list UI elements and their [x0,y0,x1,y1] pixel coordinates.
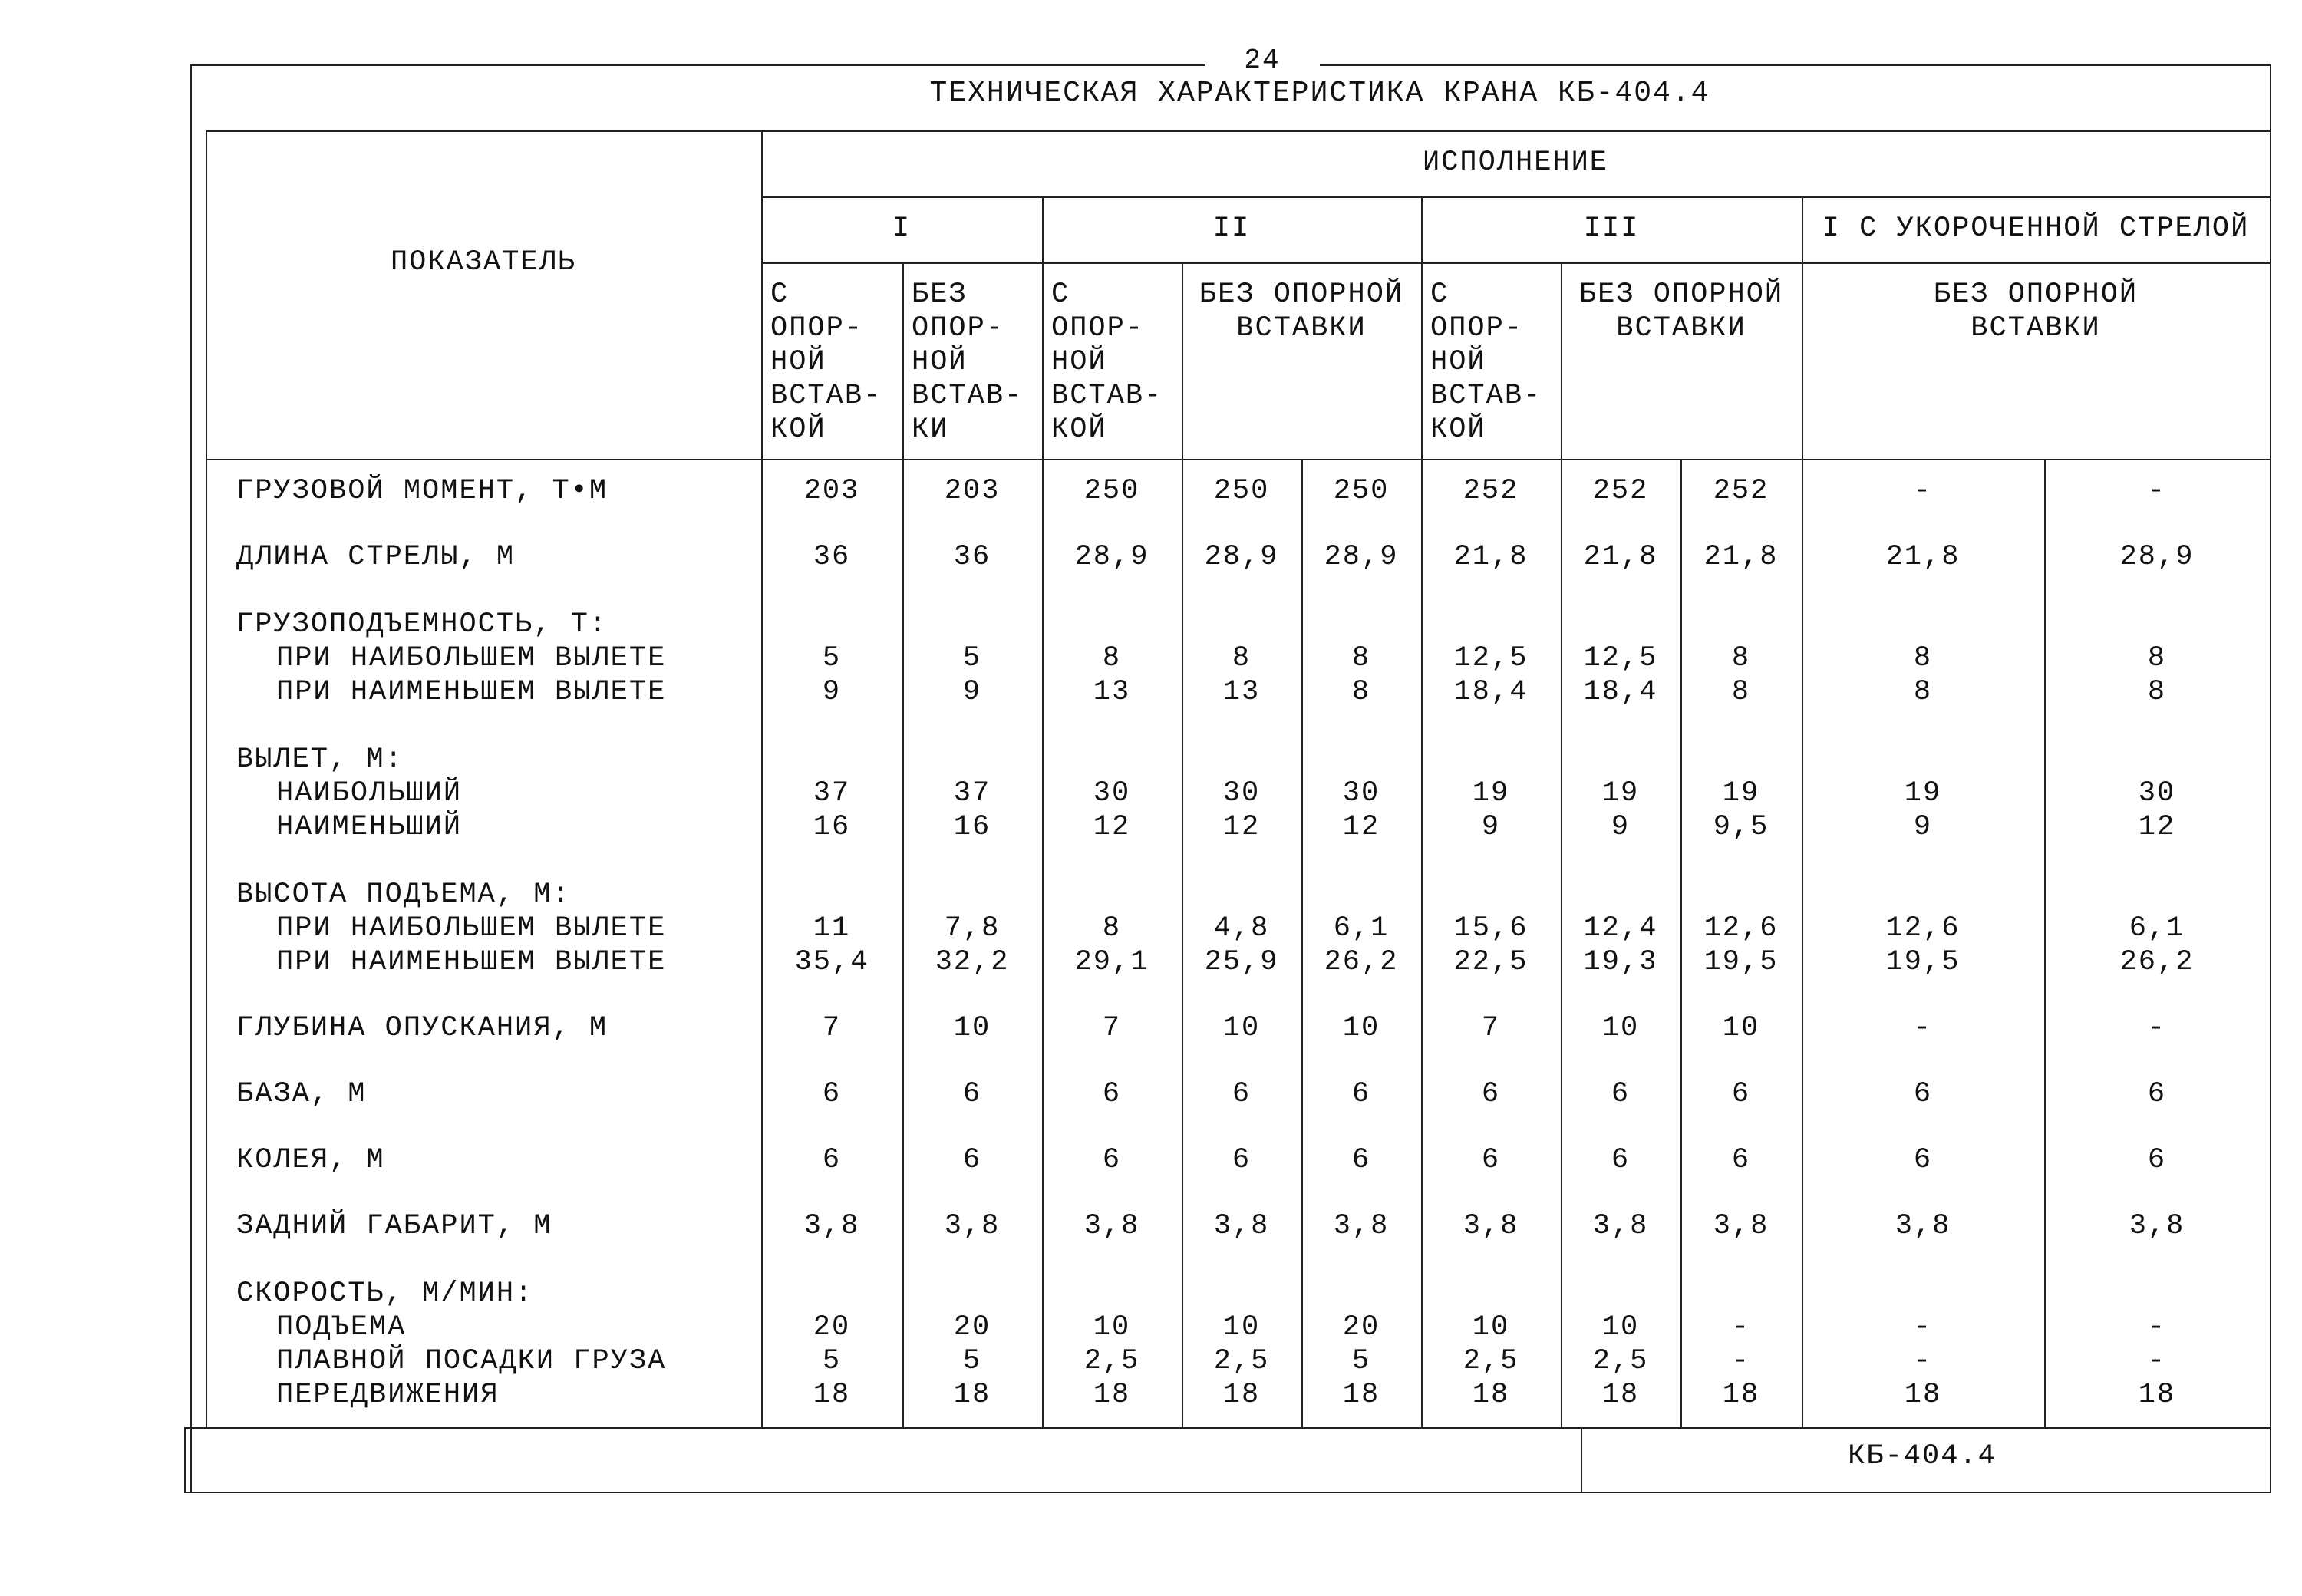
cell-rear-1: 3,8 [803,1210,860,1242]
cell-boom-10: 28,9 [2119,541,2195,573]
cell-reach-max-3: 30 [1093,777,1131,810]
cell-h-max-2: 7,8 [944,912,1001,945]
label-height: ВЫСОТА ПОДЪЕМА, М: [236,879,571,911]
label-depth: ГЛУБИНА ОПУСКАНИЯ, М [236,1012,608,1044]
cell-base-10: 6 [2147,1078,2167,1110]
cell-track-2: 6 [962,1144,982,1176]
table-title: ТЕХНИЧЕСКАЯ ХАРАКТЕРИСТИКА КРАНА КБ-404.4 [929,77,1710,110]
cell-sp-lift-1: 20 [813,1311,851,1344]
label-h-min: ПРИ НАИМЕНЬШЕМ ВЫЛЕТЕ [276,946,667,978]
cell-moment-6: 252 [1463,475,1519,507]
cell-sp-move-9: 18 [1904,1379,1942,1411]
cell-h-max-8: 12,6 [1703,912,1779,945]
cell-sp-land-2: 5 [962,1345,982,1377]
label-cap-max: ПРИ НАИБОЛЬШЕМ ВЫЛЕТЕ [276,642,667,674]
label-base: БАЗА, М [236,1078,367,1110]
label-sp-move: ПЕРЕДВИЖЕНИЯ [276,1379,500,1411]
cell-reach-min-7: 9 [1611,811,1631,843]
cell-boom-9: 21,8 [1885,541,1961,573]
cell-moment-10: - [2147,475,2167,507]
cell-reach-min-3: 12 [1093,811,1131,843]
cell-rear-4: 3,8 [1213,1210,1270,1242]
cell-depth-4: 10 [1222,1012,1261,1044]
cell-sp-land-4: 2,5 [1213,1345,1270,1377]
cell-track-8: 6 [1731,1144,1751,1176]
label-reach: ВЫЛЕТ, М: [236,744,404,776]
cell-reach-min-8: 9,5 [1713,811,1769,843]
cell-sp-land-9: - [1913,1345,1933,1377]
cell-reach-min-2: 16 [953,811,991,843]
cell-h-min-3: 29,1 [1074,946,1149,978]
cell-reach-min-4: 12 [1222,811,1261,843]
cell-track-3: 6 [1102,1144,1122,1176]
label-reach-min: НАИМЕНЬШИЙ [276,811,463,843]
label-track: КОЛЕЯ, М [236,1144,385,1176]
cell-sp-land-5: 5 [1351,1345,1371,1377]
cell-moment-9: - [1913,475,1933,507]
cell-sp-lift-2: 20 [953,1311,991,1344]
cell-h-max-1: 11 [813,912,851,945]
cell-reach-max-5: 30 [1342,777,1380,810]
cell-sp-land-3: 2,5 [1083,1345,1140,1377]
cell-cap-min-7: 18,4 [1583,676,1658,708]
cell-base-1: 6 [822,1078,842,1110]
cell-sp-move-8: 18 [1722,1379,1760,1411]
cell-rear-6: 3,8 [1463,1210,1519,1242]
label-capacity: ГРУЗОПОДЪЕМНОСТЬ, Т: [236,608,608,641]
cell-h-min-5: 26,2 [1324,946,1399,978]
cell-cap-max-4: 8 [1232,642,1252,674]
cell-sp-lift-5: 20 [1342,1311,1380,1344]
cell-cap-max-9: 8 [1913,642,1933,674]
subheader-3: С ОПОР- НОЙ ВСТАВ- КОЙ [1051,279,1163,446]
cell-cap-min-4: 13 [1222,676,1261,708]
cell-depth-1: 7 [822,1012,842,1044]
cell-cap-max-5: 8 [1351,642,1371,674]
group-header-4: I С УКОРОЧЕННОЙ СТРЕЛОЙ [1822,213,2250,245]
label-boom: ДЛИНА СТРЕЛЫ, М [236,541,516,573]
cell-h-max-6: 15,6 [1453,912,1529,945]
cell-sp-lift-9: - [1913,1311,1933,1344]
subheader-5: С ОПОР- НОЙ ВСТАВ- КОЙ [1430,279,1542,446]
label-sp-lift: ПОДЪЕМА [276,1311,407,1344]
cell-depth-7: 10 [1601,1012,1640,1044]
cell-sp-lift-8: - [1731,1311,1751,1344]
cell-reach-min-1: 16 [813,811,851,843]
cell-sp-land-8: - [1731,1345,1751,1377]
cell-reach-max-6: 19 [1472,777,1510,810]
cell-sp-move-3: 18 [1093,1379,1131,1411]
cell-h-min-4: 25,9 [1204,946,1279,978]
cell-sp-lift-6: 10 [1472,1311,1510,1344]
label-speed: СКОРОСТЬ, М/МИН: [236,1278,534,1310]
cell-moment-5: 250 [1333,475,1390,507]
cell-reach-min-9: 9 [1913,811,1933,843]
cell-boom-7: 21,8 [1583,541,1658,573]
cell-h-min-7: 19,3 [1583,946,1658,978]
cell-depth-2: 10 [953,1012,991,1044]
label-cap-min: ПРИ НАИМЕНЬШЕМ ВЫЛЕТЕ [276,676,667,708]
cell-boom-2: 36 [953,541,991,573]
cell-sp-move-10: 18 [2138,1379,2176,1411]
cell-depth-8: 10 [1722,1012,1760,1044]
cell-depth-9: - [1913,1012,1933,1044]
cell-cap-max-1: 5 [822,642,842,674]
cell-sp-move-1: 18 [813,1379,851,1411]
cell-base-2: 6 [962,1078,982,1110]
cell-track-7: 6 [1611,1144,1631,1176]
cell-depth-5: 10 [1342,1012,1380,1044]
subheader-1: С ОПОР- НОЙ ВСТАВ- КОЙ [770,279,882,446]
cell-h-min-8: 19,5 [1703,946,1779,978]
cell-cap-max-2: 5 [962,642,982,674]
cell-boom-5: 28,9 [1324,541,1399,573]
cell-cap-max-8: 8 [1731,642,1751,674]
cell-base-8: 6 [1731,1078,1751,1110]
cell-moment-8: 252 [1713,475,1769,507]
cell-boom-3: 28,9 [1074,541,1149,573]
subheader-6: БЕЗ ОПОРНОЙ ВСТАВКИ [1578,279,1784,345]
cell-sp-move-2: 18 [953,1379,991,1411]
cell-sp-land-6: 2,5 [1463,1345,1519,1377]
cell-h-min-2: 32,2 [935,946,1010,978]
cell-cap-max-10: 8 [2147,642,2167,674]
cell-base-3: 6 [1102,1078,1122,1110]
cell-reach-max-4: 30 [1222,777,1261,810]
cell-depth-3: 7 [1102,1012,1122,1044]
cell-sp-move-6: 18 [1472,1379,1510,1411]
cell-h-max-10: 6,1 [2129,912,2185,945]
cell-boom-1: 36 [813,541,851,573]
cell-cap-max-7: 12,5 [1583,642,1658,674]
cell-rear-5: 3,8 [1333,1210,1390,1242]
label-rear: ЗАДНИЙ ГАБАРИТ, М [236,1210,552,1242]
cell-track-9: 6 [1913,1144,1933,1176]
cell-rear-2: 3,8 [944,1210,1001,1242]
group-header-1: I [892,213,912,245]
cell-moment-2: 203 [944,475,1001,507]
cell-h-max-3: 8 [1102,912,1122,945]
cell-sp-lift-3: 10 [1093,1311,1131,1344]
cell-rear-9: 3,8 [1895,1210,1951,1242]
cell-h-min-6: 22,5 [1453,946,1529,978]
execution-header: ИСПОЛНЕНИЕ [1422,147,1609,179]
cell-reach-max-7: 19 [1601,777,1640,810]
cell-rear-8: 3,8 [1713,1210,1769,1242]
cell-cap-min-9: 8 [1913,676,1933,708]
cell-sp-move-5: 18 [1342,1379,1380,1411]
cell-base-7: 6 [1611,1078,1631,1110]
cell-cap-min-8: 8 [1731,676,1751,708]
cell-reach-min-10: 12 [2138,811,2176,843]
cell-sp-lift-10: - [2147,1311,2167,1344]
cell-sp-land-1: 5 [822,1345,842,1377]
subheader-4: БЕЗ ОПОРНОЙ ВСТАВКИ [1199,279,1404,345]
cell-base-9: 6 [1913,1078,1933,1110]
cell-moment-7: 252 [1592,475,1649,507]
subheader-7: БЕЗ ОПОРНОЙ ВСТАВКИ [1933,279,2139,345]
cell-sp-move-4: 18 [1222,1379,1261,1411]
cell-track-6: 6 [1481,1144,1501,1176]
cell-rear-3: 3,8 [1083,1210,1140,1242]
cell-moment-3: 250 [1083,475,1140,507]
cell-reach-min-5: 12 [1342,811,1380,843]
indicator-header: ПОКАЗАТЕЛЬ [390,246,577,279]
cell-reach-max-10: 30 [2138,777,2176,810]
cell-reach-max-9: 19 [1904,777,1942,810]
cell-h-max-7: 12,4 [1583,912,1658,945]
cell-cap-min-5: 8 [1351,676,1371,708]
cell-h-max-9: 12,6 [1885,912,1961,945]
group-header-3: III [1583,213,1640,245]
label-reach-max: НАИБОЛЬШИЙ [276,777,463,810]
cell-base-4: 6 [1232,1078,1252,1110]
cell-sp-land-10: - [2147,1345,2167,1377]
cell-sp-lift-4: 10 [1222,1311,1261,1344]
cell-h-max-5: 6,1 [1333,912,1390,945]
cell-cap-min-6: 18,4 [1453,676,1529,708]
cell-track-5: 6 [1351,1144,1371,1176]
cell-boom-4: 28,9 [1204,541,1279,573]
cell-boom-6: 21,8 [1453,541,1529,573]
cell-rear-7: 3,8 [1592,1210,1649,1242]
cell-cap-max-6: 12,5 [1453,642,1529,674]
page-number: 24 [1205,45,1320,76]
drawing-stamp: КБ-404.4 [1848,1440,1997,1472]
cell-depth-10: - [2147,1012,2167,1044]
label-moment: ГРУЗОВОЙ МОМЕНТ, Т•М [236,475,608,507]
cell-cap-min-1: 9 [822,676,842,708]
cell-h-min-10: 26,2 [2119,946,2195,978]
cell-h-min-9: 19,5 [1885,946,1961,978]
cell-track-4: 6 [1232,1144,1252,1176]
cell-depth-6: 7 [1481,1012,1501,1044]
cell-moment-4: 250 [1213,475,1270,507]
cell-rear-10: 3,8 [2129,1210,2185,1242]
cell-h-min-1: 35,4 [794,946,869,978]
cell-base-6: 6 [1481,1078,1501,1110]
subheader-2: БЕЗ ОПОР- НОЙ ВСТАВ- КИ [912,279,1024,446]
cell-cap-min-2: 9 [962,676,982,708]
cell-cap-max-3: 8 [1102,642,1122,674]
label-h-max: ПРИ НАИБОЛЬШЕМ ВЫЛЕТЕ [276,912,667,945]
cell-track-1: 6 [822,1144,842,1176]
label-sp-land: ПЛАВНОЙ ПОСАДКИ ГРУЗА [276,1345,667,1377]
cell-reach-max-2: 37 [953,777,991,810]
cell-reach-max-8: 19 [1722,777,1760,810]
cell-sp-lift-7: 10 [1601,1311,1640,1344]
cell-reach-max-1: 37 [813,777,851,810]
cell-sp-land-7: 2,5 [1592,1345,1649,1377]
cell-base-5: 6 [1351,1078,1371,1110]
cell-cap-min-3: 13 [1093,676,1131,708]
cell-moment-1: 203 [803,475,860,507]
cell-boom-8: 21,8 [1703,541,1779,573]
cell-track-10: 6 [2147,1144,2167,1176]
cell-h-max-4: 4,8 [1213,912,1270,945]
group-header-2: II [1212,213,1251,245]
cell-sp-move-7: 18 [1601,1379,1640,1411]
cell-reach-min-6: 9 [1481,811,1501,843]
cell-cap-min-10: 8 [2147,676,2167,708]
